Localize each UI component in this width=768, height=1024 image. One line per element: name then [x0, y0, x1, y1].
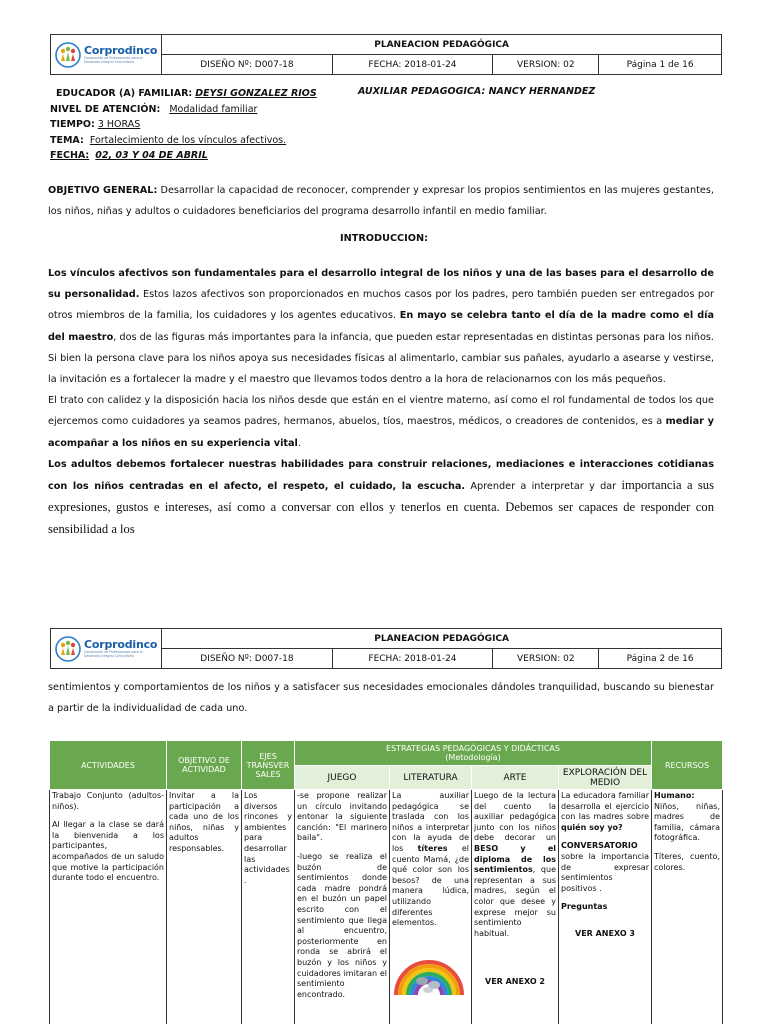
juego-text-2: -luego se realiza el buzón de sentimientos donde cada madre pondrá en el buzón un papel escrito con el sentimiento que llega al encuentro, posteriormente en ronda se abrirá el buzón y los niños y cuidadores imitaran el sentimiento encontrado.: [297, 851, 387, 999]
arte-a: Luego de la lectura del cuento la auxiliar pedagógica junto con los niños debe decorar un: [474, 791, 556, 843]
intro-paragraph-1: [48, 263, 714, 390]
diseno-number: DISEÑO Nº: D007-18: [162, 649, 332, 669]
logo-cell-2: [51, 629, 162, 669]
cell-literatura: [390, 790, 472, 1024]
page-header-2: [50, 628, 722, 669]
tema-line: [50, 133, 317, 149]
intro-p2-bold: mediar y acompañar a los niños en su experiencia vital: [48, 416, 714, 449]
intro-paragraph-2: [48, 390, 714, 454]
educador-label: EDUCADOR (A) FAMILIAR:: [56, 88, 193, 99]
logo-tagline: Corporación de Profesionales para el Desarrollo Integral Comunitario: [84, 650, 143, 658]
document-title: PLANEACION PEDAGÓGICA: [162, 35, 722, 55]
recursos-text-2: Títeres, cuento, colores.: [654, 851, 720, 872]
literatura-b: el cuento Mamá, ¿de qué color son los besos? de una manera lúdica, utilizando diferentes elementos.: [392, 843, 469, 928]
objetivo-general: [48, 180, 714, 222]
col-estrategias: [295, 741, 652, 766]
header-date: FECHA: 2018-01-24: [332, 649, 493, 669]
info-block: [50, 86, 317, 164]
cell-objetivo: Invitar a la participación a cada uno de los niños, niñas y adultos responsables.: [167, 790, 242, 1024]
intro-p1-bold2: En mayo se celebra tanto el día de la madre como el día del maestro: [48, 310, 714, 343]
logo-icon: [55, 636, 81, 662]
col-juego: JUEGO: [295, 766, 390, 790]
strategies-table: [49, 740, 723, 1024]
header-date: FECHA: 2018-01-24: [332, 55, 493, 75]
educador-value: DEYSI GONZALEZ RIOS: [195, 88, 317, 99]
actividades-text-1: Trabajo Conjunto (adultos-niños).: [52, 791, 164, 811]
cell-exploracion: [559, 790, 652, 1024]
introduccion-body: [48, 263, 714, 542]
objetivo-text: Desarrollar la capacidad de reconocer, comprender y expresar los propios sentimientos en las mujeres gestantes, los niños, niñas y adultos o cuidadores beneficiarios del programa desarrollo infantil en medio familiar.: [48, 185, 714, 217]
corprodinco-logo-2: [55, 636, 157, 662]
nivel-label: NIVEL DE ATENCIÓN:: [50, 103, 161, 115]
intro-p1-a: Estos lazos afectivos son proporcionados en muchos casos por los padres, pero también pueden ser entregados por otros miembros de la familia, los cuidadores y los agentes educativos.: [48, 289, 714, 322]
col-exploracion: EXPLORACIÓN DEL MEDIO: [559, 766, 652, 790]
intro-p3-bold: Los adultos debemos fortalecer nuestras habilidades para construir relaciones, mediaciones e interacciones cotidianas con los niños centradas en el afecto, el respeto, el cuidado, la escucha.: [48, 458, 714, 493]
fecha-label: FECHA:: [50, 150, 90, 161]
cell-juego: [295, 790, 390, 1024]
fecha-line: [50, 148, 317, 164]
page-header-1: [50, 34, 722, 75]
cell-recursos: [652, 790, 723, 1024]
arte-anexo: VER ANEXO 2: [485, 977, 545, 987]
intro-p1-b: , dos de las figuras más importantes para la infancia, que pueden estar representadas en distintas personas para los niños. Si bien la persona clave para los niños apoya sus necesidades físicas al alimentarlo, cambiar sus pañales, ayudarlo a asearse y vestirse, la invitación es a fortalecer la madre y el maestro que llevamos todos dentro a la hora de relacionarnos con los más pequeños.: [48, 331, 714, 386]
logo-cell: [51, 35, 162, 75]
estrategias-title: ESTRATEGIAS PEDAGÓGICAS Y DIDÁCTICAS: [386, 744, 560, 753]
recursos-label: Humano:: [654, 791, 695, 800]
exploracion-preguntas: Preguntas: [561, 902, 608, 912]
col-ejes: EJES TRANSVER SALES: [242, 741, 295, 790]
literatura-a: La auxiliar pedagógica se traslada con los niños a interpretar con la ayuda de los: [392, 791, 469, 853]
col-arte: ARTE: [472, 766, 559, 790]
intro-p1-bold: Los vínculos afectivos son fundamentales para el desarrollo integral de los niños y una de las bases para el desarrollo de su personalidad.: [48, 268, 714, 301]
arte-text: [474, 791, 556, 939]
exploracion-anexo: VER ANEXO 3: [575, 928, 635, 938]
literatura-text: [392, 791, 469, 929]
objetivo-label: OBJETIVO GENERAL:: [48, 185, 158, 196]
intro-paragraph-4: sentimientos y comportamientos de los niños y a satisfacer sus necesidades emocionales dándoles tranquilidad, buscando su bienestar a partir de la individualidad de cada uno.: [48, 682, 714, 714]
literatura-bold: títeres: [417, 843, 448, 853]
intro-p2-a: El trato con calidez y la disposición hacia los niños desde que están en el vientre materno, así como el rol fundamental de todos los que ejercemos como cuidadores ya seamos padres, hermanos, abuelos, tíos, maestros, médicos, o creadores de contenidos, es a: [48, 395, 714, 428]
tiempo-label: TIEMPO:: [50, 119, 95, 130]
exploracion-bold: quién soy yo?: [561, 822, 623, 832]
exploracion-conversatorio: CONVERSATORIO: [561, 841, 638, 851]
header-version: VERSION: 02: [493, 649, 599, 669]
exploracion-text-1: [561, 791, 649, 833]
cell-arte: [472, 790, 559, 1024]
diseno-number: DISEÑO Nº: D007-18: [162, 55, 332, 75]
logo-tagline: Corporación de Profesionales para el Desarrollo Integral Comunitario: [84, 56, 143, 64]
logo-icon: [55, 42, 81, 68]
arte-bold: BESO y el diploma de los sentimientos: [474, 843, 556, 875]
header-version: VERSION: 02: [493, 55, 599, 75]
introduccion-title: INTRODUCCION:: [340, 233, 428, 244]
tema-value: Fortalecimiento de los vínculos afectivos.: [89, 134, 287, 146]
actividades-text-2: Al llegar a la clase se dará la bienvenida a los participantes, acompañados de un saludo que motive la participación durante todo el encuentro.: [52, 820, 164, 883]
cell-ejes: Los diversos rincones y ambientes para desarrollar las actividades .: [242, 790, 295, 1024]
exploracion-a: La educadora familiar desarrolla el ejercicio con las madres sobre: [561, 791, 649, 822]
nivel-line: [50, 102, 317, 118]
metodologia-label: (Metodología): [445, 753, 501, 762]
auxiliar-pedagogica: AUXILIAR PEDAGOGICA: NANCY HERNANDEZ: [358, 86, 596, 97]
col-objetivo: OBJETIVO DE ACTIVIDAD: [167, 741, 242, 790]
tiempo-line: [50, 117, 317, 133]
cell-actividades: [50, 790, 167, 1024]
logo-name: Corprodinco: [84, 44, 158, 58]
tema-label: TEMA:: [50, 134, 84, 146]
intro-p2-end: .: [297, 437, 301, 449]
educador-line: [50, 86, 317, 102]
exploracion-text-2: sobre la importancia de expresar sentimientos positivos .: [561, 851, 649, 893]
page-number: Página 2 de 16: [599, 649, 722, 669]
page-number: Página 1 de 16: [599, 55, 722, 75]
juego-text-1: -se propone realizar un círculo invitando entonar la siguiente canción: "El marinero baila".: [297, 791, 387, 843]
table-row: [50, 790, 723, 1024]
recursos-text-1: [654, 791, 720, 844]
nivel-value: Modalidad familiar: [169, 103, 258, 115]
recursos-1: Niños, niñas, madres de familia, cámara fotográfica.: [654, 801, 720, 843]
col-recursos: RECURSOS: [652, 741, 723, 790]
intro-paragraph-3: [48, 454, 714, 542]
document-title: PLANEACION PEDAGÓGICA: [162, 629, 722, 649]
col-actividades: ACTIVIDADES: [50, 741, 167, 790]
rainbow-illustration: [392, 933, 466, 997]
arte-b: , que representan a sus madres, según el color que desee y exprese mejor su sentimiento habitual.: [474, 865, 556, 938]
intro-p3-a: Aprender a interpretar y dar: [465, 481, 622, 493]
fecha-value: 02, 03 Y 04 DE ABRIL: [95, 150, 208, 161]
intro-p3-serif: importancia a sus expresiones, gustos e intereses, así como a conversar con ellos y tenerlos en cuenta. Debemos ser capaces de responder con sensibilidad a los: [48, 478, 714, 537]
logo-name: Corprodinco: [84, 638, 158, 652]
tiempo-value: 3 HORAS: [97, 119, 141, 130]
corprodinco-logo: [55, 42, 157, 68]
col-literatura: LITERATURA: [390, 766, 472, 790]
